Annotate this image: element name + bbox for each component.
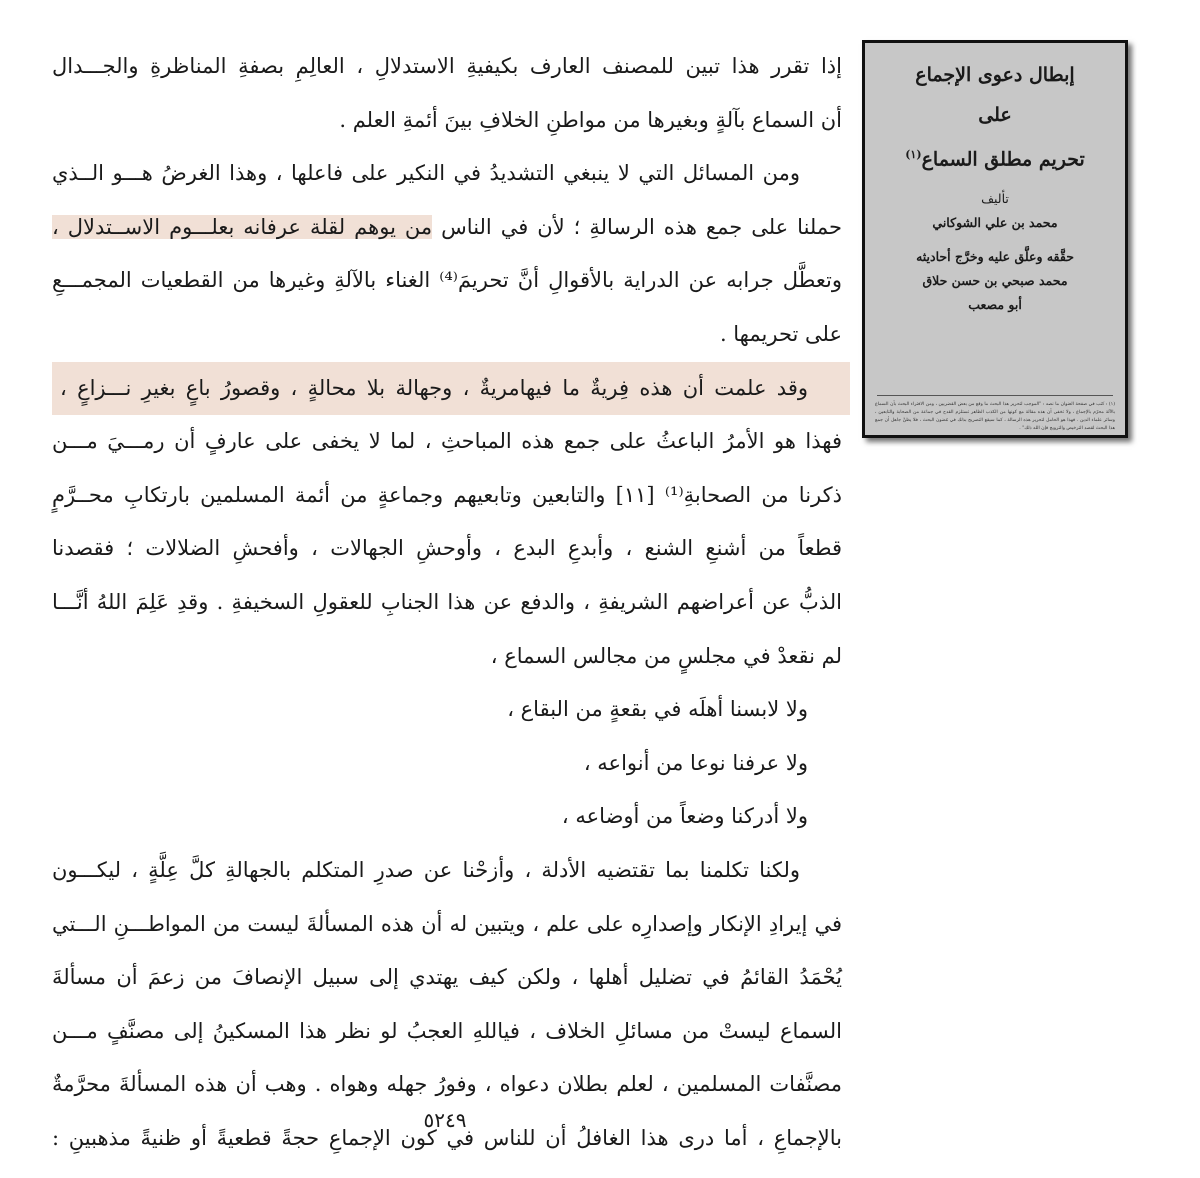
text-line: على تحريمها . xyxy=(719,321,842,346)
book-cover xyxy=(862,40,1128,438)
text-line: ذكرنا من الصحابةِ⁽¹⁾ [١١] والتابعين وتابعيهم وجماعةٍ من أئمة المسلمين بارتكابِ محــرَّمٍ xyxy=(52,482,842,507)
text-line: الذبُّ عن أعراضهم الشريفةِ ، والدفع عن هذا الجنابِ للعقولِ السخيفةِ . وقدِ عَلِمَ اللهُ أنَّـــا xyxy=(52,589,842,614)
cover-footnote: (١) : كتب في صفحة العنوان ما نصه : "الموجب لتحرير هذا البحث ما وقع من بعض القضريين ، ومن الافتراء البحث بأن السماع بالآلة محرّم بالإجماع ، ولا تخفى أن هذه مقالة مع كونها من الكذب الظاهر تستلزم القدح في جماعة من الصحابة والتابعين ، وسائر علماء الدين . فهذا هو الحامل لتحرير هذه الرسالة ، كما سيقع التصريح بذلك في مُضون البحث ، فلا يظنَّ جاهل أن جمع هذا البحث لقصد الترخيص والترويج فإن الله ذلك" . xyxy=(875,402,1115,431)
cover-divider xyxy=(877,395,1113,396)
text-line-highlighted xyxy=(52,201,842,255)
highlighted-phrase: من يوهم لقلة عرفانه بعلـــوم الاســتدلال ، xyxy=(52,214,433,239)
cover-title-line: على xyxy=(978,104,1012,126)
cover-editor-kunya: أبو مصعب xyxy=(968,297,1022,313)
text-line: يُحْمَدُ القائمُ في تضليل أهلها ، ولكن كيف يهتدي إلى سبيل الإنصافَ من زعمَ أن مسألةَ xyxy=(52,965,842,990)
text-line: ولا عرفنا نوعا من أنواعه ، xyxy=(583,750,808,775)
page-number: ٥٢٤٩ xyxy=(423,1108,467,1132)
text-line: بالإجماعِ ، أما درى هذا الغافلُ أن للناس في كون الإجماعِ حجةً قطعيةً أو ظنيةً مذهبينِ : xyxy=(52,1125,842,1150)
text-line: ومن المسائل التي لا ينبغي التشديدُ في النكير على فاعلها ، وهذا الغرضُ هـــو الــذي xyxy=(52,161,800,186)
highlighted-line: وقد علمت أن هذه فِريةٌ ما فيهامريةٌ ، وجهالة بلا محالةٍ ، وقصورُ باعٍ بغيرِ نـــزاعٍ ، xyxy=(52,362,850,416)
cover-edited-label: حقَّقه وعلَّق عليه وخرَّج أحاديثه xyxy=(916,249,1074,265)
text-line: ولا أدركنا وضعاً من أوضاعه ، xyxy=(561,804,808,829)
footnote-marker: (١) xyxy=(905,148,922,161)
cover-editor: محمد صبحي بن حسن حلاق xyxy=(922,273,1068,289)
text-line: أن السماع بآلةٍ وبغيرها من مواطنِ الخلافِ بينَ أئمةِ العلم . xyxy=(339,107,842,132)
cover-author: محمد بن علي الشوكاني xyxy=(932,215,1058,231)
text-line: قطعاً من أشنعِ الشنع ، وأبدعِ البدع ، وأوحشِ الجهالات ، وأفحشِ الضلالات ؛ فقصدنا xyxy=(52,536,842,561)
text-line: إذا تقرر هذا تبين للمصنف العارف بكيفيةِ الاستدلالِ ، العالِمِ بصفةِ المناظرةِ والجـــدال xyxy=(52,54,842,78)
text-line: في إيرادِ الإنكار وإصدارِه على علم ، ويتبين له أن هذه المسألةَ ليست من المواطـــنِ الـــتي xyxy=(52,911,842,936)
cover-title-line xyxy=(865,135,1125,179)
text-line: ولكنا تكلمنا بما تقتضيه الأدلة ، وأزحْنا عن صدرِ المتكلم بالجهالةِ كلَّ عِلَّةٍ ، ليكـــون xyxy=(52,857,800,882)
text-line: فهذا هو الأمرُ الباعثُ على جمع هذه المباحثِ ، لما لا يخفى على عارفٍ أن رمـــيَ مـــن xyxy=(52,429,842,454)
text-segment: حملنا على جمع هذه الرسالةِ ؛ لأن في الناس xyxy=(441,214,842,239)
text-line: ولا لابسنا أهلَه في بقعةٍ من البقاع ، xyxy=(507,697,808,722)
cover-title-line: إبطال دعوى الإجماع xyxy=(915,64,1075,86)
cover-authored-label: تأليف xyxy=(981,191,1009,207)
text-line: لم نقعدْ في مجلسٍ من مجالس السماع ، xyxy=(490,643,842,668)
text-line: السماع ليستْ من مسائلِ الخلاف ، فياللهِ العجبُ لو نظر هذا المسكينُ إلى مصنَّفٍ مـــن xyxy=(52,1018,842,1043)
main-text xyxy=(52,40,842,1165)
cover-title-text: تحريم مطلق السماع xyxy=(921,148,1085,171)
text-line: مصنَّفات المسلمين ، لعلم بطلان دعواه ، وفورُ جهله وهواه . وهب أن هذه المسألةَ محرَّمةٌ xyxy=(52,1072,842,1097)
text-line: وتعطَّل جرابه عن الدراية بالأقوالِ أنَّ تحريمَ⁽⁴⁾ الغناء بالآلةِ وغيرها من القطعيات المجمـــعِ xyxy=(52,268,842,293)
